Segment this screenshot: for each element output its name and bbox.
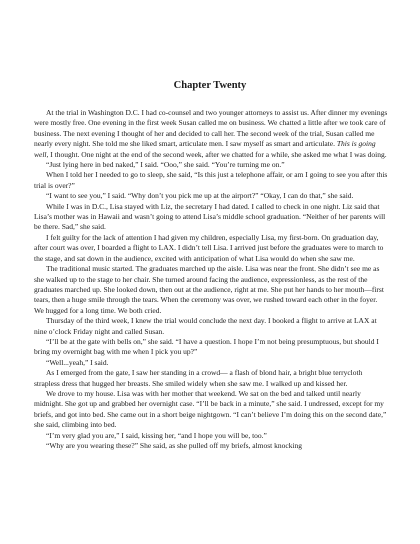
italic-thought: This is going well, [34, 139, 376, 159]
paragraph-1-text: At the trial in Washington D.C. I had co-counsel and two younger attorneys to assist us. After dinner my evenings were mostly free. One evening in the first week Susan called me on business. We chatted a little after we took care of business. The next evening I thought of her and decided to call her. The second week of the trial, Susan called me nearly every night. She told me she liked smart, articulate men. I saw myself as smart and articulate. [34, 108, 388, 149]
paragraph-10: “Well...yeah,” I said. [46, 357, 109, 367]
paragraph-2: “Just lying here in bed naked,” I said. “Ooo,” she said. “You’re turning me on.” [46, 160, 285, 170]
chapter-title: Chapter Twenty [173, 80, 247, 91]
paragraph-7: The traditional music started. The graduates marched up the aisle. Lisa was near the front. She didn’t see me as she walked up to the stage to her chair. She turned around facing the audience, expressionless, as the rest of the graduates marched up. She looked down, then out at the audience, right at me. She put her hands to her mouth—first tears, then a huge smile through the tears. When the ceremony was over, we rushed toward each other in the foyer. We hugged for a long time. We both cried. [34, 264, 384, 315]
paragraph-6: I felt guilty for the lack of attention I had given my children, especially Lisa, my first-born. On graduation day, after court was over, I boarded a flight to LAX. I didn’t tell Lisa. I arrived just before the graduates were to march to the stage, and sat down in the audience, excited with anticipation of what Lisa would do when she saw me. [34, 232, 384, 263]
paragraph-11: As I emerged from the gate, I saw her standing in a crowd— a flash of blond hair, a bright blue terrycloth strapless dress that hugged her breasts. She smiled widely when she saw me. I walked up and kissed her. [34, 368, 363, 388]
paragraph-1 [34, 108, 388, 160]
paragraph-13: “I’m very glad you are,” I said, kissing her, “and I hope you will be, too.” [46, 430, 267, 440]
paragraph-8: Thursday of the third week, I knew the trial would conclude the next day. I booked a flight to arrive at LAX at nine o’clock Friday night and called Susan. [34, 316, 377, 336]
paragraph-5: While I was in D.C., Lisa stayed with Liz, the secretary I had dated. I called to check in one night. Liz said that Lisa’s mother was in Hawaii and wasn’t going to attend Lisa’s middle school graduation. “Neither of her parents will be there. Sad,” she said. [34, 201, 386, 232]
paragraph-3: When I told her I needed to go to sleep, she said, “Is this just a telephone affair, or am I going to see you after this trial is over?” [34, 170, 388, 190]
paragraph-14: “Why are you wearing these?” She said, as she pulled off my briefs, almost knocking [46, 441, 303, 450]
paragraph-9: “I’ll be at the gate with bells on,” she said. “I have a question. I hope I’m not being presumptuous, but should I bring my overnight bag with me when I pick you up?” [34, 336, 379, 357]
paragraph-12: We drove to my house. Lisa was with her mother that weekend. We sat on the bed and talked until nearly midnight. She got up and grabbed her overnight case. “I’ll be back in a minute,” she said. I undressed, except for my briefs, and got into bed. She came out in a short beige nightgown. “I can’t believe I’m doing this on the second date,” she said, climbing into bed. [34, 388, 387, 430]
chapter-body [34, 108, 388, 451]
paragraph-4: “I want to see you,” I said. “Why don’t you pick me up at the airport?” “Okay, I can do that,” she said. [46, 191, 354, 201]
paragraph-1-tail: I thought. One night at the end of the second week, after we chatted for a while, she asked me what I was doing. [48, 149, 387, 159]
